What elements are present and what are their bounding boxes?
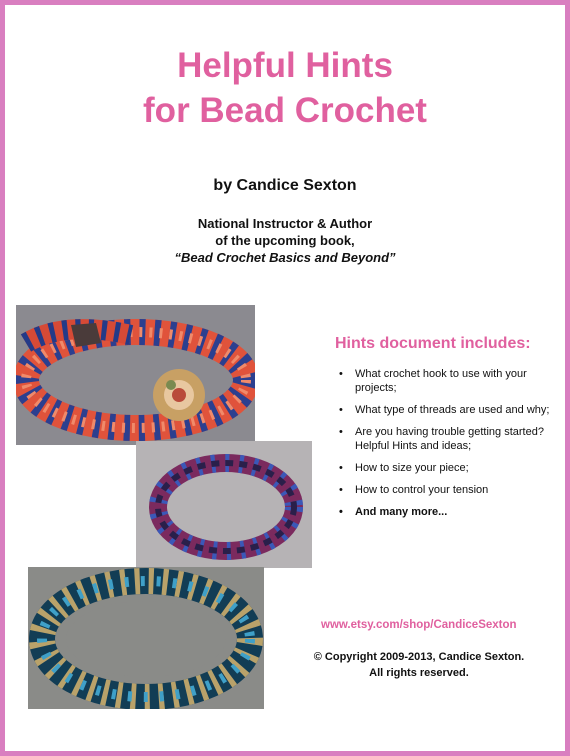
bracelet-photo-purple-crystal xyxy=(136,441,312,568)
bullet-icon: • xyxy=(339,368,343,380)
document-title xyxy=(5,43,565,133)
author-byline: by Candice Sexton xyxy=(213,177,357,194)
copyright-notice xyxy=(305,649,533,681)
hint-item: • And many more... xyxy=(339,506,448,518)
hint-item: • How to control your tension xyxy=(339,484,489,496)
shop-url[interactable]: www.etsy.com/shop/CandiceSexton xyxy=(321,619,517,631)
copyright-line-2: All rights reserved. xyxy=(369,667,469,679)
bullet-icon: • xyxy=(339,404,343,416)
hint-item: • How to size your piece; xyxy=(339,462,469,474)
hints-list xyxy=(335,367,565,519)
bullet-icon: • xyxy=(339,426,343,438)
bullet-icon: • xyxy=(339,484,343,496)
title-line-1: Helpful Hints xyxy=(177,46,393,85)
hint-item: • Are you having trouble getting started? Helpful Hints and ideas; xyxy=(339,426,544,452)
author-credentials xyxy=(5,215,565,266)
credentials-line-1: National Instructor & Author xyxy=(197,216,373,231)
copyright-line-1: © Copyright 2009-2013, Candice Sexton. xyxy=(313,651,525,663)
hint-item: • What type of threads are used and why; xyxy=(339,404,550,416)
hints-heading: Hints document includes: xyxy=(335,335,531,352)
book-title: “Bead Crochet Basics and Beyond” xyxy=(174,250,396,265)
bracelet-photo-orange-rope xyxy=(16,305,255,445)
title-line-2: for Bead Crochet xyxy=(143,91,427,130)
bracelet-photo-teal-gold xyxy=(28,567,264,709)
bullet-icon: • xyxy=(339,506,343,518)
credentials-line-2: of the upcoming book, xyxy=(215,233,355,248)
hints-section xyxy=(335,335,565,527)
bullet-icon: • xyxy=(339,462,343,474)
hint-item: • What crochet hook to use with your projects; xyxy=(339,368,527,394)
